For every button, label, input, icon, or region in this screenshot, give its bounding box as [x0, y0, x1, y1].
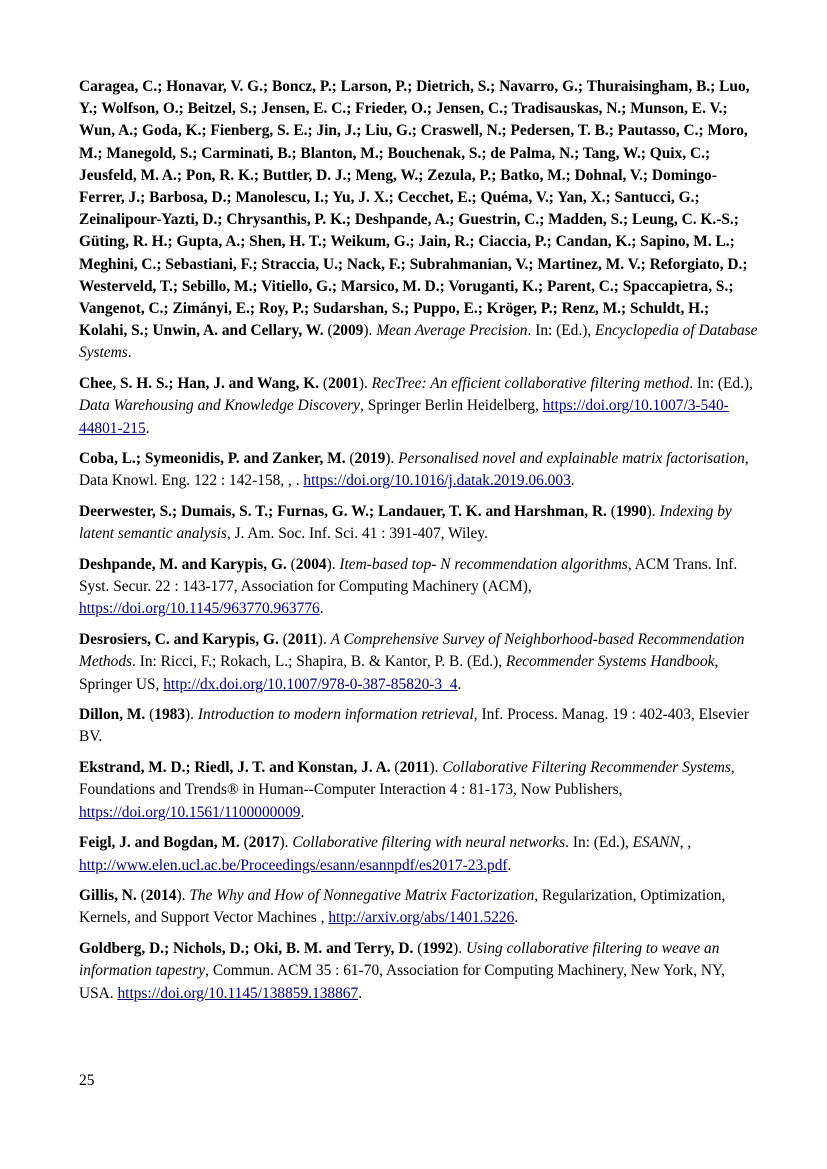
reference-entry: Deshpande, M. and Karypis, G. (2004). Item-based top- N recommendation algorithms, ACM Trans. Inf. Syst. Secur. 22 : 143-177, Association for Computing Machinery (ACM), https://doi.org/10.1145/963770.963776. [79, 556, 738, 618]
reference-authors: Desrosiers, C. and Karypis, G. [79, 631, 279, 649]
reference-publication-info: , Commun. ACM 35 : 61-70, Association for Computing Machinery, New York, NY, USA. [79, 962, 725, 1002]
reference-title: Using collaborative filtering to weave an information tapestry [79, 940, 720, 980]
reference-title: Personalised novel and explainable matrix factorisation [398, 450, 745, 468]
reference-title: A Comprehensive Survey of Neighborhood-based Recommendation Methods [79, 631, 745, 671]
reference-publication-info: , Inf. Process. Manag. 19 : 402-403, Elsevier BV. [79, 706, 750, 746]
reference-publication-info: , Springer Berlin Heidelberg, [360, 397, 543, 415]
reference-editor-info: . In: Ricci, F.; Rokach, L.; Shapira, B. & Kantor, P. B. (Ed.), [132, 653, 506, 671]
page-number: 25 [79, 1072, 95, 1089]
reference-entry: Ekstrand, M. D.; Riedl, J. T. and Konstan, J. A. (2011). Collaborative Filtering Recommender Systems, Foundations and Trends® in Human--Computer Interaction 4 : 81-173, Now Publishers, https://doi.org/10.1561/1100000009. [79, 759, 735, 821]
reference-publication-info: , J. Am. Soc. Inf. Sci. 41 : 391-407, Wiley. [226, 525, 488, 543]
reference-authors: Deerwester, S.; Dumais, S. T.; Furnas, G. W.; Landauer, T. K. and Harshman, R. [79, 503, 607, 521]
reference-year: 2014 [145, 887, 177, 905]
reference-end: . [319, 600, 324, 618]
reference-publication-info: , Springer US, [79, 653, 719, 693]
reference-editor-info: . In: (Ed.), [565, 834, 633, 852]
reference-publication-info: . [127, 344, 132, 362]
reference-container: Data Warehousing and Knowledge Discovery [79, 397, 360, 415]
reference-year: 2019 [354, 450, 386, 468]
reference-list [79, 76, 759, 1013]
reference-end: . [358, 984, 363, 1002]
reference-year: 2004 [295, 556, 327, 574]
reference-title: Mean Average Precision [376, 322, 528, 340]
reference-link[interactable]: https://doi.org/10.1145/963770.963776 [79, 600, 320, 618]
reference-entry: Deerwester, S.; Dumais, S. T.; Furnas, G. W.; Landauer, T. K. and Harshman, R. (1990). Indexing by latent semantic analysis, J. Am. Soc. Inf. Sci. 41 : 391-407, Wiley. [79, 503, 732, 543]
reference-entry: Feigl, J. and Bogdan, M. (2017). Collaborative filtering with neural networks. In: (Ed.), ESANN, , http://www.elen.ucl.ac.be/Proceedings/esann/esannpdf/es2017-23.pdf. [79, 834, 692, 874]
reference-container: Recommender Systems Handbook [505, 653, 715, 671]
reference-entry: Desrosiers, C. and Karypis, G. (2011). A Comprehensive Survey of Neighborhood-based Recommendation Methods. In: Ricci, F.; Rokach, L.; Shapira, B. & Kantor, P. B. (Ed.), Recommender Systems Handbook, Springer US, http://dx.doi.org/10.1007/978-0-387-85820-3_4. [79, 631, 745, 693]
reference-year: 2017 [248, 834, 280, 852]
reference-entry: Caragea, C.; Honavar, V. G.; Boncz, P.; Larson, P.; Dietrich, S.; Navarro, G.; Thuraisingham, B.; Luo, Y.; Wolfson, O.; Beitzel, S.; Jensen, E. C.; Frieder, O.; Jensen, C.; Tradisauskas, N.; Munson, E. V.; Wun, A.; Goda, K.; Fienberg, S. E.; Jin, J.; Liu, G.; Craswell, N.; Pedersen, T. B.; Pautasso, C.; Moro, M.; Manegold, S.; Carminati, B.; Blanton, M.; Bouchenak, S.; de Palma, N.; Tang, W.; Quix, C.; Jeusfeld, M. A.; Pon, R. K.; Buttler, D. J.; Meng, W.; Zezula, P.; Batko, M.; Dohnal, V.; Domingo-Ferrer, J.; Barbosa, D.; Manolescu, I.; Yu, J. X.; Cecchet, E.; Quéma, V.; Yan, X.; Santucci, G.; Zeinalipour-Yazti, D.; Chrysanthis, P. K.; Deshpande, A.; Guestrin, C.; Madden, S.; Leung, C. K.-S.; Güting, R. H.; Gupta, A.; Shen, H. T.; Weikum, G.; Jain, R.; Ciaccia, P.; Candan, K.; Sapino, M. L.; Meghini, C.; Sebastiani, F.; Straccia, U.; Nack, F.; Subrahmanian, V.; Martinez, M. V.; Reforgiato, D.; Westerveld, T.; Sebillo, M.; Vitiello, G.; Marsico, M. D.; Voruganti, K.; Parent, C.; Spaccapietra, S.; Vangenot, C.; Zimányi, E.; Roy, P.; Sudarshan, S.; Puppo, E.; Kröger, P.; Renz, M.; Schuldt, H.; Kolahi, S.; Unwin, A. and Cellary, W. (2009). Mean Average Precision. In: (Ed.), Encyclopedia of Database Systems. [79, 78, 758, 362]
reference-link[interactable]: http://www.elen.ucl.ac.be/Proceedings/esann/esannpdf/es2017-23.pdf [79, 856, 508, 874]
reference-title: Indexing by latent semantic analysis [79, 503, 732, 543]
reference-entry: Gillis, N. (2014). The Why and How of Nonnegative Matrix Factorization, Regularization, Optimization, Kernels, and Support Vector Machines , http://arxiv.org/abs/1401.5226. [79, 887, 726, 927]
reference-link[interactable]: https://doi.org/10.1007/3-540-44801-215 [79, 397, 729, 437]
reference-end: . [514, 909, 519, 927]
reference-authors: Deshpande, M. and Karypis, G. [79, 556, 287, 574]
reference-link[interactable]: https://doi.org/10.1016/j.datak.2019.06.003 [303, 472, 571, 490]
reference-publication-info: , Regularization, Optimization, Kernels, and Support Vector Machines , [79, 887, 726, 927]
reference-title: The Why and How of Nonnegative Matrix Factorization [189, 887, 535, 905]
reference-authors: Dillon, M. [79, 706, 146, 724]
reference-entry: Dillon, M. (1983). Introduction to modern information retrieval, Inf. Process. Manag. 19 : 402-403, Elsevier BV. [79, 706, 750, 746]
reference-link[interactable]: https://doi.org/10.1561/1100000009 [79, 803, 301, 821]
reference-authors: Gillis, N. [79, 887, 137, 905]
reference-container: ESANN [632, 834, 680, 852]
reference-year: 1983 [154, 706, 186, 724]
reference-publication-info: , ACM Trans. Inf. Syst. Secur. 22 : 143-177, Association for Computing Machinery (ACM), [79, 556, 738, 596]
reference-entry: Goldberg, D.; Nichols, D.; Oki, B. M. and Terry, D. (1992). Using collaborative filtering to weave an information tapestry, Commun. ACM 35 : 61-70, Association for Computing Machinery, New York, NY, USA. https://doi.org/10.1145/138859.138867. [79, 940, 725, 1002]
reference-link[interactable]: http://dx.doi.org/10.1007/978-0-387-85820-3_4 [163, 675, 458, 693]
reference-year: 2011 [399, 759, 430, 777]
reference-end: . [457, 675, 462, 693]
reference-end: . [145, 419, 150, 437]
reference-container: Encyclopedia of Database Systems [79, 322, 758, 362]
reference-authors: Chee, S. H. S.; Han, J. and Wang, K. [79, 375, 320, 393]
reference-title: Collaborative Filtering Recommender Systems [442, 759, 731, 777]
reference-publication-info: , , [679, 834, 692, 852]
reference-year: 1990 [615, 503, 647, 521]
reference-editor-info: . In: (Ed.), [527, 322, 596, 340]
reference-entry: Coba, L.; Symeonidis, P. and Zanker, M. (2019). Personalised novel and explainable matrix factorisation, Data Knowl. Eng. 122 : 142-158, , . https://doi.org/10.1016/j.datak.2019.06.003. [79, 450, 749, 490]
reference-end: . [507, 856, 512, 874]
reference-authors: Feigl, J. and Bogdan, M. [79, 834, 240, 852]
reference-entry: Chee, S. H. S.; Han, J. and Wang, K. (2001). RecTree: An efficient collaborative filtering method. In: (Ed.), Data Warehousing and Knowledge Discovery, Springer Berlin Heidelberg, https://doi.org/10.1007/3-540-44801-215. [79, 375, 753, 437]
reference-year: 2011 [287, 631, 318, 649]
reference-authors: Ekstrand, M. D.; Riedl, J. T. and Konstan, J. A. [79, 759, 391, 777]
reference-year: 2009 [332, 322, 364, 340]
reference-authors: Coba, L.; Symeonidis, P. and Zanker, M. [79, 450, 346, 468]
reference-link[interactable]: https://doi.org/10.1145/138859.138867 [117, 984, 359, 1002]
reference-link[interactable]: http://arxiv.org/abs/1401.5226 [328, 909, 515, 927]
reference-title: RecTree: An efficient collaborative filtering method [371, 375, 690, 393]
reference-title: Introduction to modern information retrieval [197, 706, 474, 724]
reference-year: 1992 [422, 940, 454, 958]
reference-editor-info: . In: (Ed.), [689, 375, 753, 393]
reference-year: 2001 [328, 375, 359, 393]
reference-authors: Caragea, C.; Honavar, V. G.; Boncz, P.; Larson, P.; Dietrich, S.; Navarro, G.; Thuraisingham, B.; Luo, Y.; Wolfson, O.; Beitzel, S.; Jensen, E. C.; Frieder, O.; Jensen, C.; Tradisauskas, N.; Munson, E. V.; Wun, A.; Goda, K.; Fienberg, S. E.; Jin, J.; Liu, G.; Craswell, N.; Pedersen, T. B.; Pautasso, C.; Moro, M.; Manegold, S.; Carminati, B.; Blanton, M.; Bouchenak, S.; de Palma, N.; Tang, W.; Quix, C.; Jeusfeld, M. A.; Pon, R. K.; Buttler, D. J.; Meng, W.; Zezula, P.; Batko, M.; Dohnal, V.; Domingo-Ferrer, J.; Barbosa, D.; Manolescu, I.; Yu, J. X.; Cecchet, E.; Quéma, V.; Yan, X.; Santucci, G.; Zeinalipour-Yazti, D.; Chrysanthis, P. K.; Deshpande, A.; Guestrin, C.; Madden, S.; Leung, C. K.-S.; Güting, R. H.; Gupta, A.; Shen, H. T.; Weikum, G.; Jain, R.; Ciaccia, P.; Candan, K.; Sapino, M. L.; Meghini, C.; Sebastiani, F.; Straccia, U.; Nack, F.; Subrahmanian, V.; Martinez, M. V.; Reforgiato, D.; Westerveld, T.; Sebillo, M.; Vitiello, G.; Marsico, M. D.; Voruganti, K.; Parent, C.; Spaccapietra, S.; Vangenot, C.; Zimányi, E.; Roy, P.; Sudarshan, S.; Puppo, E.; Kröger, P.; Renz, M.; Schuldt, H.; Kolahi, S.; Unwin, A. and Cellary, W. [79, 78, 750, 340]
reference-end: . [570, 472, 575, 490]
reference-publication-info: , Foundations and Trends® in Human--Computer Interaction 4 : 81-173, Now Publishers, [79, 759, 735, 799]
reference-authors: Goldberg, D.; Nichols, D.; Oki, B. M. and Terry, D. [79, 940, 414, 958]
reference-title: Item-based top- N recommendation algorithms [339, 556, 628, 574]
reference-publication-info: , Data Knowl. Eng. 122 : 142-158, , . [79, 450, 749, 490]
reference-title: Collaborative filtering with neural networks [292, 834, 566, 852]
reference-end: . [300, 803, 305, 821]
